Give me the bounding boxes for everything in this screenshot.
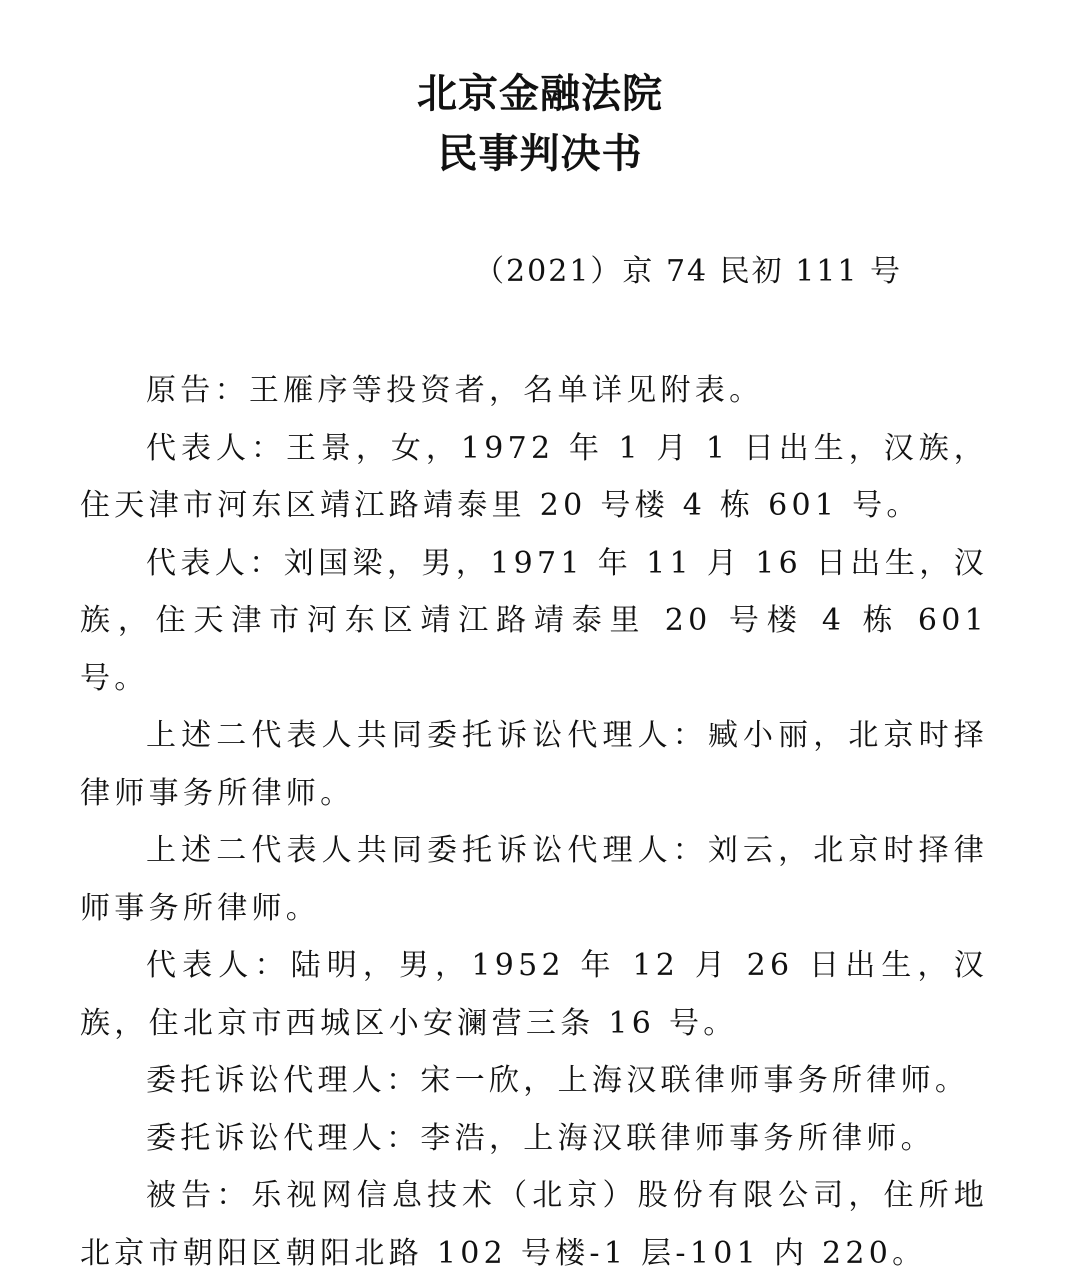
plaintiff-paragraph: 原告：王雁序等投资者，名单详见附表。 — [146, 373, 764, 408]
court-name: 北京金融法院 — [417, 71, 663, 117]
document-body — [80, 362, 988, 1282]
agent-paragraph: 委托诉讼代理人：宋一欣，上海汉联律师事务所律师。 — [146, 1063, 970, 1098]
representative-paragraph: 代表人：陆明，男，1952 年 12 月 26 日出生，汉族，住北京市西城区小安澜营三条 16 号。 — [80, 948, 988, 1041]
representative-paragraph: 代表人：王景，女，1972 年 1 月 1 日出生，汉族，住天津市河东区靖江路靖泰里 20 号楼 4 栋 601 号。 — [80, 430, 988, 523]
agent-paragraph: 上述二代表人共同委托诉讼代理人：臧小丽，北京时择律师事务所律师。 — [80, 718, 988, 811]
document-type: 民事判决书 — [437, 131, 643, 177]
defendant-paragraph: 被告：乐视网信息技术（北京）股份有限公司，住所地北京市朝阳区朝阳北路 102 号楼-1 层-101 内 220。 — [80, 1178, 988, 1271]
case-number: （2021）京 74 民初 111 号 — [474, 254, 902, 289]
agent-paragraph: 上述二代表人共同委托诉讼代理人：刘云，北京时择律师事务所律师。 — [80, 833, 988, 926]
agent-paragraph: 委托诉讼代理人：李浩，上海汉联律师事务所律师。 — [146, 1120, 935, 1156]
representative-paragraph: 代表人：刘国梁，男，1971 年 11 月 16 日出生，汉族，住天津市河东区靖江路靖泰里 20 号楼 4 栋 601 号。 — [80, 545, 988, 696]
